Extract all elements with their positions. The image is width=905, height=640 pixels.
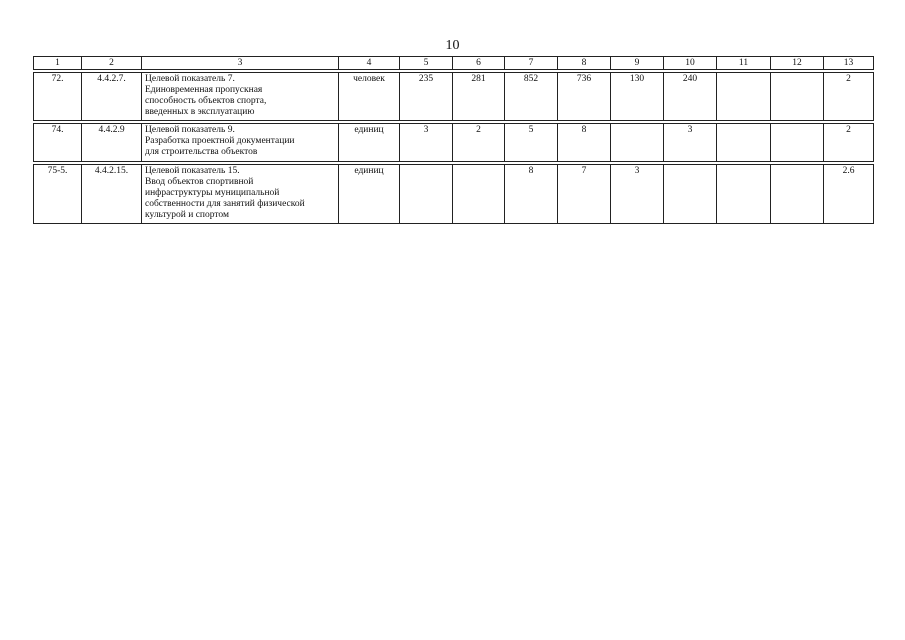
indicator-description: Целевой показатель 9. Разработка проектной документации для строительства объектов [142,124,339,162]
value-cell [400,165,453,224]
value-cell: 2 [824,73,874,121]
value-cell: 3 [400,124,453,162]
value-cell: 2 [824,124,874,162]
column-header: 5 [400,57,453,70]
value-cell [771,73,824,121]
column-header: 1 [34,57,82,70]
unit-cell: единиц [339,124,400,162]
row-number: 75-5. [34,165,82,224]
unit-cell: единиц [339,165,400,224]
item-code: 4.4.2.9 [82,124,142,162]
column-header: 6 [453,57,505,70]
table-row [34,73,874,121]
indicator-description: Целевой показатель 15. Ввод объектов спортивной инфраструктуры муниципальной собственности для занятий физической культурой и спортом [142,165,339,224]
value-cell: 3 [611,165,664,224]
column-number-row [34,57,874,70]
value-cell: 2.6 [824,165,874,224]
value-cell: 8 [505,165,558,224]
row-number: 72. [34,73,82,121]
column-header: 13 [824,57,874,70]
table-row [34,124,874,162]
value-cell [771,124,824,162]
value-cell [664,165,717,224]
column-header: 2 [82,57,142,70]
value-cell: 281 [453,73,505,121]
page-number: 10 [445,38,460,53]
value-cell: 8 [558,124,611,162]
row-number: 74. [34,124,82,162]
value-cell: 235 [400,73,453,121]
column-header: 12 [771,57,824,70]
value-cell: 5 [505,124,558,162]
table-row [34,165,874,224]
value-cell: 736 [558,73,611,121]
indicator-description: Целевой показатель 7. Единовременная пропускная способность объектов спорта, введенных в эксплуатацию [142,73,339,121]
column-header: 3 [142,57,339,70]
item-code: 4.4.2.7. [82,73,142,121]
value-cell: 7 [558,165,611,224]
column-header: 8 [558,57,611,70]
value-cell: 2 [453,124,505,162]
value-cell: 130 [611,73,664,121]
column-header: 9 [611,57,664,70]
unit-cell: человек [339,73,400,121]
value-cell: 852 [505,73,558,121]
value-cell [453,165,505,224]
column-header: 10 [664,57,717,70]
column-header: 4 [339,57,400,70]
value-cell [717,165,771,224]
indicators-table [33,56,874,224]
value-cell [717,73,771,121]
column-header: 7 [505,57,558,70]
value-cell: 240 [664,73,717,121]
value-cell [771,165,824,224]
column-header: 11 [717,57,771,70]
value-cell [717,124,771,162]
item-code: 4.4.2.15. [82,165,142,224]
value-cell: 3 [664,124,717,162]
value-cell [611,124,664,162]
